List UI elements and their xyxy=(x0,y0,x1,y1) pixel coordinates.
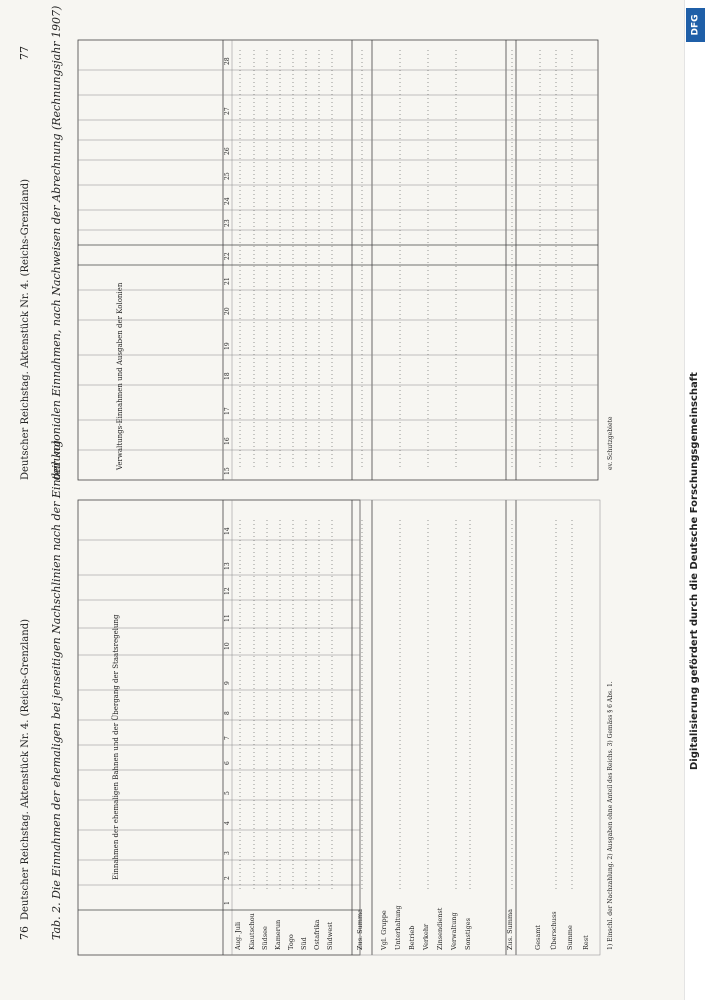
left-table-title: Tab. 2. Die Einnahmen der ehemaligen bei jenseitigen Nachschlinien nach der Einteilung xyxy=(50,440,63,940)
row-label: Gesamt xyxy=(534,924,542,950)
right-page-number: 77 xyxy=(18,46,31,60)
row-label: Rest xyxy=(582,935,590,950)
dfg-logo: DFG xyxy=(686,8,705,42)
left-row-labels xyxy=(234,905,590,951)
right-page xyxy=(18,6,614,480)
row-label: Überschuss xyxy=(550,911,558,950)
svg-text:6: 6 xyxy=(224,761,231,765)
svg-text:4: 4 xyxy=(224,821,231,825)
row-label: Ostafrika xyxy=(313,919,321,950)
left-section-caption: Einnahmen der ehemaligen Bahnen und der Übergang der Staatsregelung xyxy=(112,614,120,880)
left-column-numbers xyxy=(224,527,231,905)
svg-text:5: 5 xyxy=(224,791,231,795)
svg-text:27: 27 xyxy=(224,107,231,115)
left-page-number: 76 xyxy=(18,926,31,940)
svg-text:20: 20 xyxy=(224,307,231,315)
row-label: Sonstiges xyxy=(464,918,472,950)
row-label: Zinsendienst xyxy=(436,907,444,950)
left-footnote: 1) Einschl. der Nachzahlung. 2) Ausgaben ohne Anteil des Reichs. 3) Gemäss § 6 Abs. 1. xyxy=(607,681,614,950)
row-label: Summe xyxy=(566,925,574,950)
svg-text:15: 15 xyxy=(224,467,231,475)
row-label: Verkehr xyxy=(422,923,430,950)
svg-text:21: 21 xyxy=(224,277,231,285)
right-running-title: Deutscher Reichstag. Aktenstück Nr. 4. (Reichs-Grenzland) xyxy=(20,179,31,480)
svg-text:23: 23 xyxy=(224,219,231,227)
svg-text:11: 11 xyxy=(224,614,231,622)
svg-text:12: 12 xyxy=(224,587,231,595)
row-label: Kamerun xyxy=(274,919,282,950)
right-figure-traces xyxy=(240,50,572,470)
right-section-caption: Verwaltungs-Einnahmen und Ausgaben der Kolonien xyxy=(116,282,124,470)
left-running-title: Deutscher Reichstag. Aktenstück Nr. 4. (Reichs-Grenzland) xyxy=(20,619,31,920)
svg-text:18: 18 xyxy=(224,372,231,380)
row-label: Süd xyxy=(300,937,308,950)
row-label: Südsee xyxy=(261,926,269,950)
svg-text:9: 9 xyxy=(224,681,231,685)
row-label: Vgl. Gruppe xyxy=(380,910,388,950)
svg-text:26: 26 xyxy=(224,147,231,155)
right-table-title: der kolonialen Einnahmen, nach Nachweisen der Abrechnung (Rechnungsjahr 1907) xyxy=(50,5,63,480)
svg-text:28: 28 xyxy=(224,57,231,65)
svg-text:7: 7 xyxy=(224,736,231,740)
row-label: Verwaltung xyxy=(450,912,458,950)
svg-text:1: 1 xyxy=(224,901,231,905)
svg-text:16: 16 xyxy=(224,437,231,445)
left-page xyxy=(18,440,614,955)
svg-text:8: 8 xyxy=(224,711,231,715)
svg-text:24: 24 xyxy=(224,197,231,205)
left-column-rules xyxy=(78,540,360,885)
svg-text:25: 25 xyxy=(224,172,231,180)
row-label: Kiautschou xyxy=(248,913,256,950)
row-label: Zus. Summa xyxy=(506,908,514,950)
row-label: Unterhaltung xyxy=(394,905,402,950)
right-table-frame xyxy=(78,40,598,480)
funding-note: Digitalisierung gefördert durch die Deutsche Forschungsgemeinschaft xyxy=(689,372,700,770)
svg-text:14: 14 xyxy=(224,527,231,535)
row-label: Togo xyxy=(287,934,295,950)
svg-text:13: 13 xyxy=(224,562,231,570)
row-label: Betrieb xyxy=(408,925,416,950)
svg-text:22: 22 xyxy=(224,252,231,260)
svg-text:10: 10 xyxy=(224,642,231,650)
svg-text:3: 3 xyxy=(224,851,231,855)
right-footnote: ev. Schutzgebiete xyxy=(607,416,614,470)
row-label: Südwest xyxy=(326,921,334,950)
svg-text:2: 2 xyxy=(224,876,231,880)
row-label: Zus. Summa xyxy=(356,908,364,950)
left-table-frame xyxy=(78,500,360,955)
row-label: Aug. Juli xyxy=(234,921,242,950)
svg-text:19: 19 xyxy=(224,342,231,350)
right-column-rules xyxy=(78,70,598,450)
left-figure-traces xyxy=(240,520,572,890)
svg-text:17: 17 xyxy=(224,407,231,415)
